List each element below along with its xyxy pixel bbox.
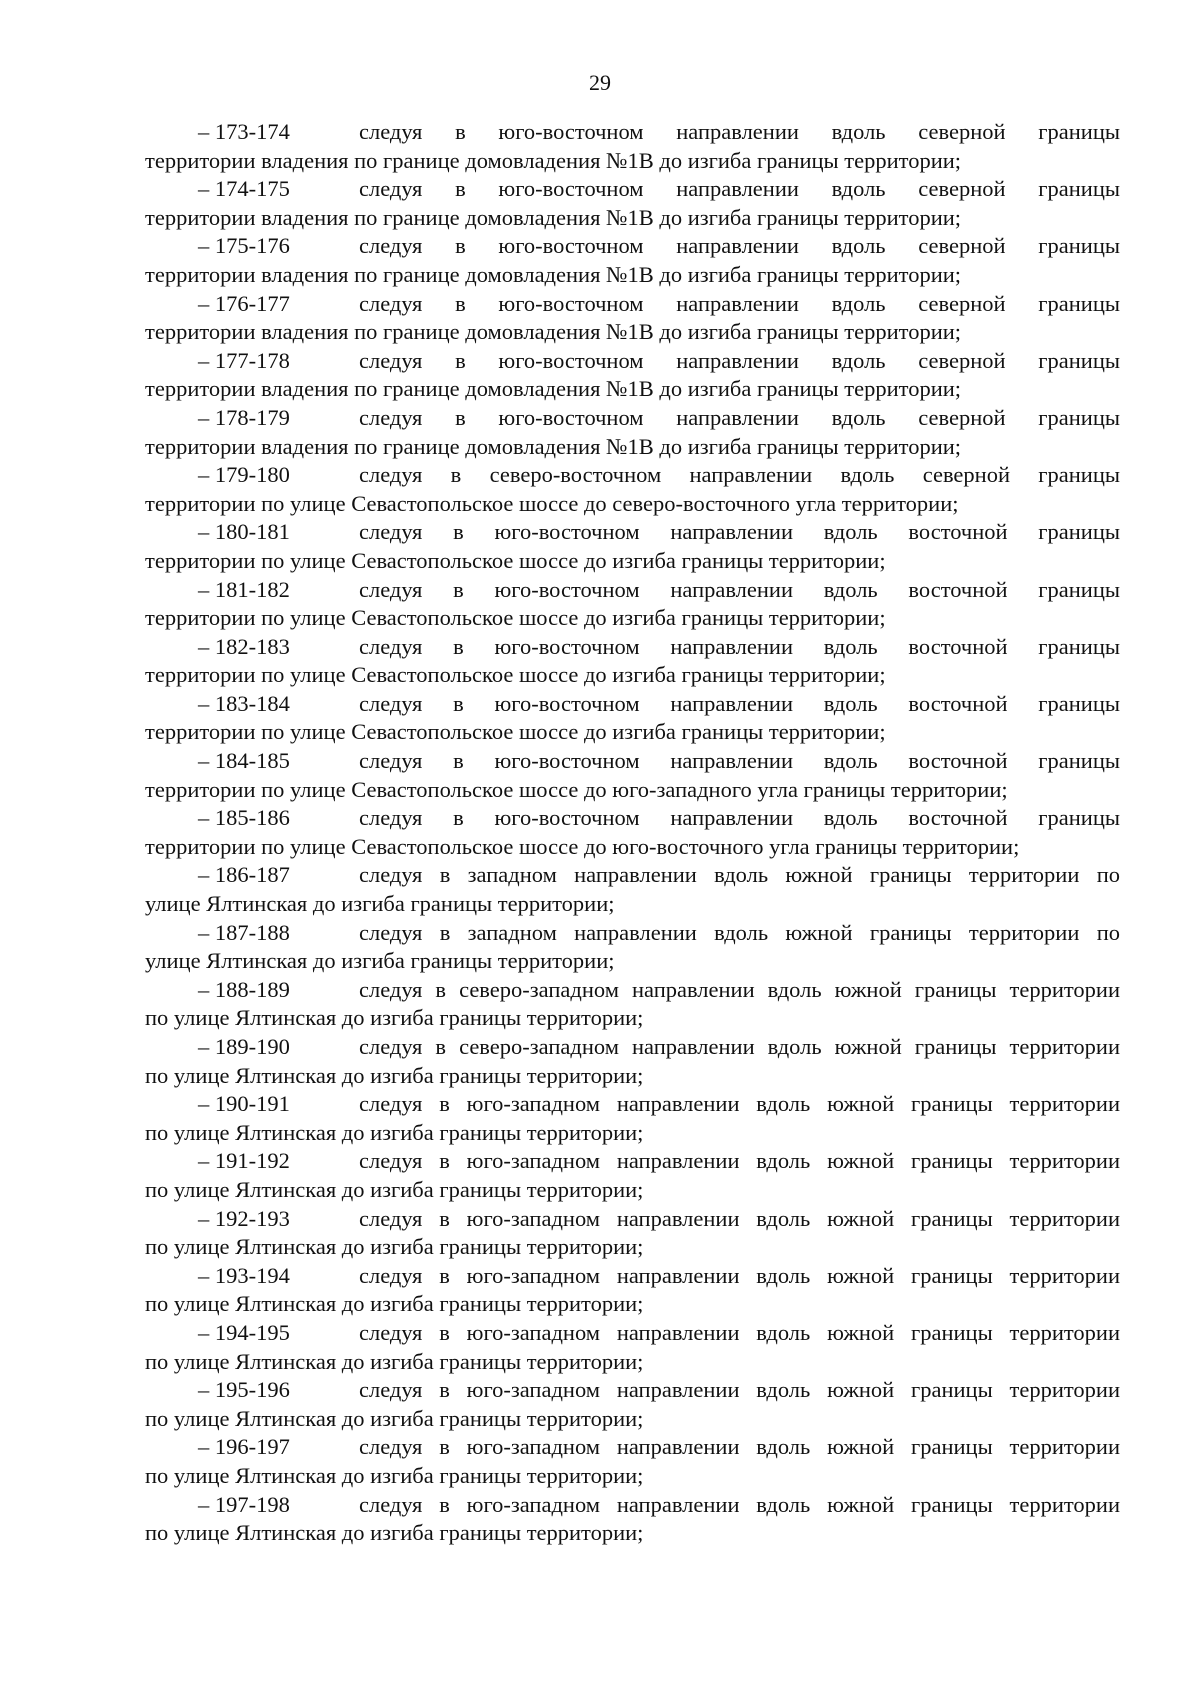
segment-description-continuation: территории владения по границе домовладения №1В до изгиба границы территории; [145, 147, 962, 173]
segment-number: – 189-190 [198, 1034, 290, 1059]
entry-first-line [145, 1433, 1120, 1462]
entry-first-line [145, 1033, 1120, 1062]
segment-number: – 187-188 [198, 919, 290, 945]
segment-description-continuation: территории по улице Севастопольское шоссе до изгиба границы территории; [145, 662, 886, 688]
entry-first-line [145, 1205, 1120, 1234]
entry-first-line [145, 1319, 1120, 1348]
segment-description-continuation: территории по улице Севастопольское шоссе до юго-западного угла границы территории; [145, 776, 1008, 802]
segment-number: – 196-197 [198, 1434, 290, 1460]
boundary-entry [145, 1262, 1120, 1319]
segment-description-continuation: территории по улице Севастопольское шоссе до изгиба границы территории; [145, 719, 886, 745]
segment-description-continuation: по улице Ялтинская до изгиба границы территории; [145, 1405, 644, 1431]
entry-first-line [145, 1376, 1120, 1405]
segment-number: – 182-183 [198, 633, 290, 659]
boundary-entry [145, 861, 1120, 918]
entry-first-line [145, 1147, 1120, 1176]
segment-description: следуя в юго-восточном направлении вдоль восточной границы [359, 576, 1120, 602]
boundary-entry [145, 576, 1120, 633]
segment-number: – 191-192 [198, 1148, 290, 1174]
segment-number: – 197-198 [198, 1491, 290, 1517]
entry-first-line [145, 1090, 1120, 1119]
segment-description-continuation: территории владения по границе домовладения №1В до изгиба границы территории; [145, 433, 962, 459]
boundary-entry [145, 1376, 1120, 1433]
boundary-entry [145, 461, 1120, 518]
segment-number: – 192-193 [198, 1205, 290, 1231]
segment-number: – 174-175 [198, 176, 290, 202]
segment-number: – 179-180 [198, 462, 290, 488]
entry-first-line [145, 290, 1120, 319]
segment-description: следуя в юго-восточном направлении вдоль северной границы [359, 119, 1120, 144]
entry-first-line [145, 633, 1120, 662]
boundary-entry [145, 518, 1120, 575]
segment-description-continuation: территории по улице Севастопольское шоссе до изгиба границы территории; [145, 547, 886, 573]
segment-description-continuation: территории владения по границе домовладения №1В до изгиба границы территории; [145, 376, 962, 402]
boundary-entry [145, 118, 1120, 175]
segment-description: следуя в северо-западном направлении вдоль южной границы территории [359, 1034, 1120, 1059]
segment-number: – 173-174 [198, 119, 290, 144]
boundary-entry [145, 175, 1120, 232]
entry-first-line [145, 976, 1120, 1005]
entry-first-line [145, 404, 1120, 433]
segment-description: следуя в юго-западном направлении вдоль южной границы территории [359, 1091, 1120, 1117]
segment-description-continuation: территории по улице Севастопольское шоссе до юго-восточного угла границы территории; [145, 833, 1020, 859]
segment-number: – 177-178 [198, 347, 290, 373]
boundary-entry [145, 347, 1120, 404]
entry-first-line [145, 232, 1120, 261]
boundary-entry [145, 690, 1120, 747]
segment-description-continuation: территории владения по границе домовладения №1В до изгиба границы территории; [145, 319, 962, 345]
segment-description: следуя в юго-восточном направлении вдоль северной границы [359, 290, 1120, 316]
segment-description: следуя в юго-восточном направлении вдоль восточной границы [359, 690, 1120, 716]
segment-number: – 188-189 [198, 976, 290, 1002]
segment-description-continuation: по улице Ялтинская до изгиба границы территории; [145, 1291, 644, 1317]
boundary-entry [145, 404, 1120, 461]
segment-description: следуя в юго-восточном направлении вдоль северной границы [359, 404, 1120, 430]
boundary-entry [145, 919, 1120, 976]
entry-first-line [145, 1262, 1120, 1291]
segment-description-continuation: территории владения по границе домовладения №1В до изгиба границы территории; [145, 261, 962, 287]
segment-description-continuation: по улице Ялтинская до изгиба границы территории; [145, 1176, 644, 1202]
boundary-entry [145, 804, 1120, 861]
page-number: 29 [589, 70, 611, 95]
boundary-entry [145, 976, 1120, 1033]
segment-number: – 190-191 [198, 1091, 290, 1117]
segment-number: – 180-181 [198, 519, 290, 545]
segment-number: – 193-194 [198, 1262, 290, 1288]
entry-first-line [145, 1491, 1120, 1520]
segment-number: – 183-184 [198, 690, 290, 716]
segment-number: – 178-179 [198, 404, 290, 430]
boundary-entry [145, 1205, 1120, 1262]
boundary-entry [145, 1319, 1120, 1376]
segment-description: следуя в юго-восточном направлении вдоль восточной границы [359, 748, 1120, 774]
segment-description-continuation: по улице Ялтинская до изгиба границы территории; [145, 1005, 644, 1031]
boundary-entry [145, 232, 1120, 289]
segment-description: следуя в юго-западном направлении вдоль южной границы территории [359, 1319, 1120, 1345]
boundary-entry [145, 1433, 1120, 1490]
boundary-entry [145, 747, 1120, 804]
segment-description: следуя в юго-восточном направлении вдоль северной границы [359, 347, 1120, 373]
segment-description-continuation: по улице Ялтинская до изгиба границы территории; [145, 1348, 644, 1374]
boundary-entry [145, 1491, 1120, 1548]
segment-number: – 175-176 [198, 233, 290, 259]
boundary-entry [145, 1147, 1120, 1204]
entry-first-line [145, 347, 1120, 376]
boundary-list [145, 118, 1120, 1548]
segment-number: – 184-185 [198, 748, 290, 774]
segment-description-continuation: по улице Ялтинская до изгиба границы территории; [145, 1062, 644, 1088]
segment-description-continuation: улице Ялтинская до изгиба границы территории; [145, 891, 615, 917]
entry-first-line [145, 861, 1120, 890]
segment-description: следуя в северо-восточном направлении вдоль северной границы [359, 462, 1120, 488]
segment-description-continuation: по улице Ялтинская до изгиба границы территории; [145, 1462, 644, 1488]
boundary-entry [145, 290, 1120, 347]
entry-first-line [145, 690, 1120, 719]
segment-description-continuation: территории по улице Севастопольское шоссе до северо-восточного угла территории; [145, 490, 959, 516]
segment-description: следуя в западном направлении вдоль южной границы территории по [359, 919, 1120, 945]
segment-description-continuation: по улице Ялтинская до изгиба границы территории; [145, 1520, 644, 1546]
boundary-entry [145, 1033, 1120, 1090]
segment-description: следуя в северо-западном направлении вдоль южной границы территории [359, 976, 1120, 1002]
entry-first-line [145, 175, 1120, 204]
segment-number: – 176-177 [198, 290, 290, 316]
segment-description: следуя в юго-западном направлении вдоль южной границы территории [359, 1491, 1120, 1517]
segment-description: следуя в юго-восточном направлении вдоль восточной границы [359, 633, 1120, 659]
segment-description: следуя в юго-восточном направлении вдоль восточной границы [359, 519, 1120, 545]
segment-description-continuation: улице Ялтинская до изгиба границы территории; [145, 948, 615, 974]
segment-description-continuation: по улице Ялтинская до изгиба границы территории; [145, 1234, 644, 1260]
segment-description: следуя в юго-западном направлении вдоль южной границы территории [359, 1262, 1120, 1288]
segment-description: следуя в юго-западном направлении вдоль южной границы территории [359, 1148, 1120, 1174]
segment-description: следуя в западном направлении вдоль южной границы территории по [359, 862, 1120, 888]
segment-description: следуя в юго-западном направлении вдоль южной границы территории [359, 1377, 1120, 1403]
segment-description-continuation: территории по улице Севастопольское шоссе до изгиба границы территории; [145, 605, 886, 631]
segment-description: следуя в юго-восточном направлении вдоль северной границы [359, 176, 1120, 202]
segment-description: следуя в юго-восточном направлении вдоль восточной границы [359, 805, 1120, 831]
segment-description: следуя в юго-восточном направлении вдоль северной границы [359, 233, 1120, 259]
entry-first-line [145, 747, 1120, 776]
entry-first-line [145, 118, 1120, 147]
entry-first-line [145, 461, 1120, 490]
entry-first-line [145, 804, 1120, 833]
segment-number: – 181-182 [198, 576, 290, 602]
segment-number: – 195-196 [198, 1377, 290, 1403]
segment-number: – 194-195 [198, 1319, 290, 1345]
segment-description-continuation: по улице Ялтинская до изгиба границы территории; [145, 1119, 644, 1145]
segment-number: – 186-187 [198, 862, 290, 888]
segment-description-continuation: территории владения по границе домовладения №1В до изгиба границы территории; [145, 204, 962, 230]
entry-first-line [145, 576, 1120, 605]
boundary-entry [145, 1090, 1120, 1147]
entry-first-line [145, 919, 1120, 948]
entry-first-line [145, 518, 1120, 547]
segment-description: следуя в юго-западном направлении вдоль южной границы территории [359, 1205, 1120, 1231]
boundary-entry [145, 633, 1120, 690]
segment-description: следуя в юго-западном направлении вдоль южной границы территории [359, 1434, 1120, 1460]
segment-number: – 185-186 [198, 805, 290, 831]
